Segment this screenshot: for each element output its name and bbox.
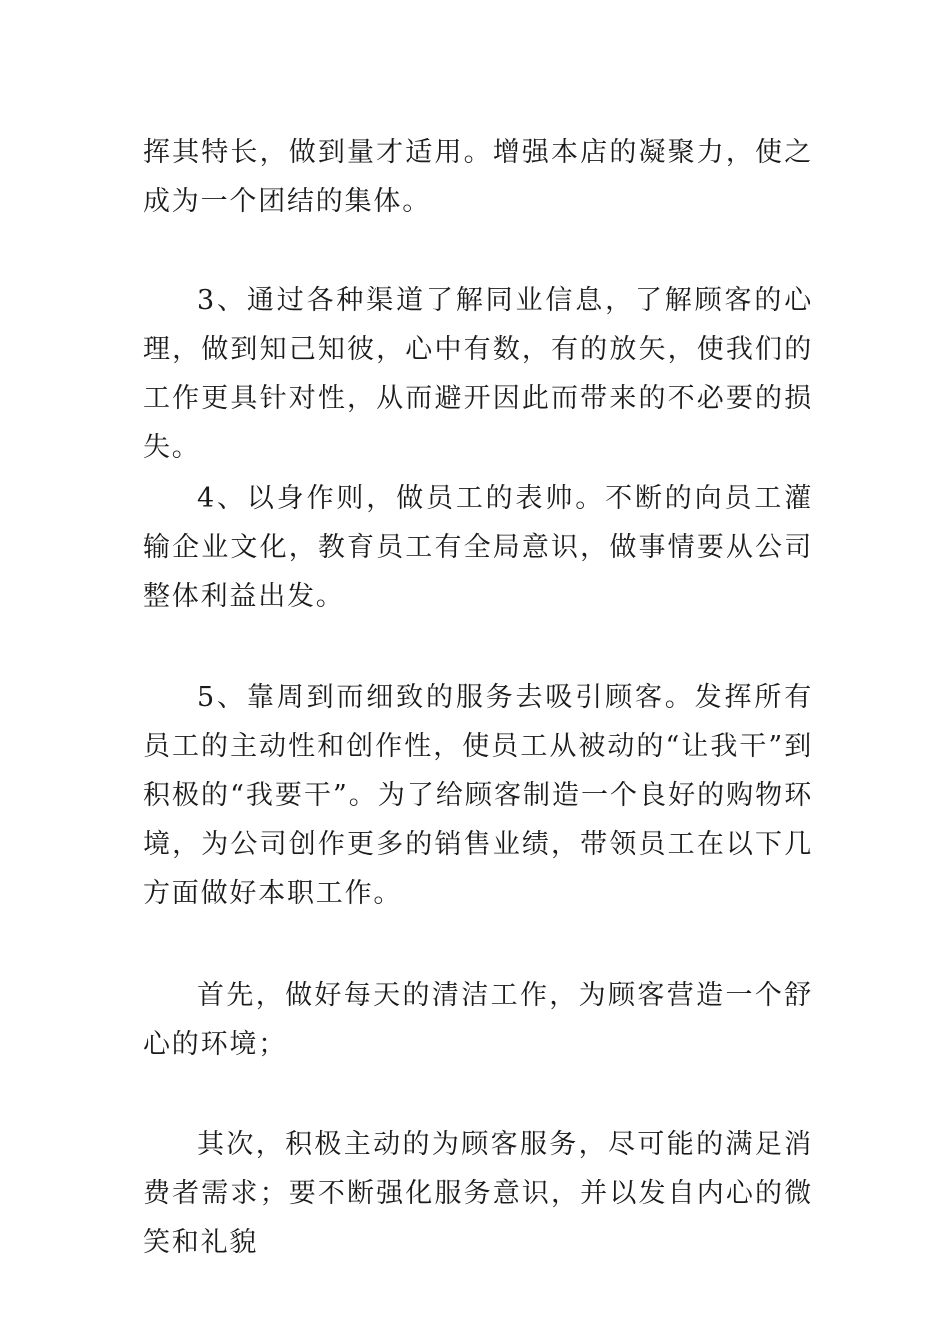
paragraph-item-5: 5、靠周到而细致的服务去吸引顾客。发挥所有员工的主动性和创作性，使员工从被动的“让我干”到积极的“我要干”。为了给顾客制造一个良好的购物环境，为公司创作更多的销售业绩，带领员工在以下几方面做好本职工作。 <box>143 682 813 909</box>
paragraph-item-4: 4、以身作则，做员工的表帅。不断的向员工灌输企业文化，教育员工有全局意识，做事情要从公司整体利益出发。 <box>143 483 813 612</box>
paragraph-first: 首先，做好每天的清洁工作，为顾客营造一个舒心的环境； <box>143 980 813 1060</box>
paragraph-second: 其次，积极主动的为顾客服务，尽可能的满足消费者需求；要不断强化服务意识，并以发自内心的微笑和礼貌 <box>143 1129 813 1258</box>
paragraph-item-3: 3、通过各种渠道了解同业信息，了解顾客的心理，做到知己知彼，心中有数，有的放矢，使我们的工作更具针对性，从而避开因此而带来的不必要的损失。 <box>143 285 813 463</box>
paragraph-continuation: 挥其特长，做到量才适用。增强本店的凝聚力，使之成为一个团结的集体。 <box>143 137 813 217</box>
